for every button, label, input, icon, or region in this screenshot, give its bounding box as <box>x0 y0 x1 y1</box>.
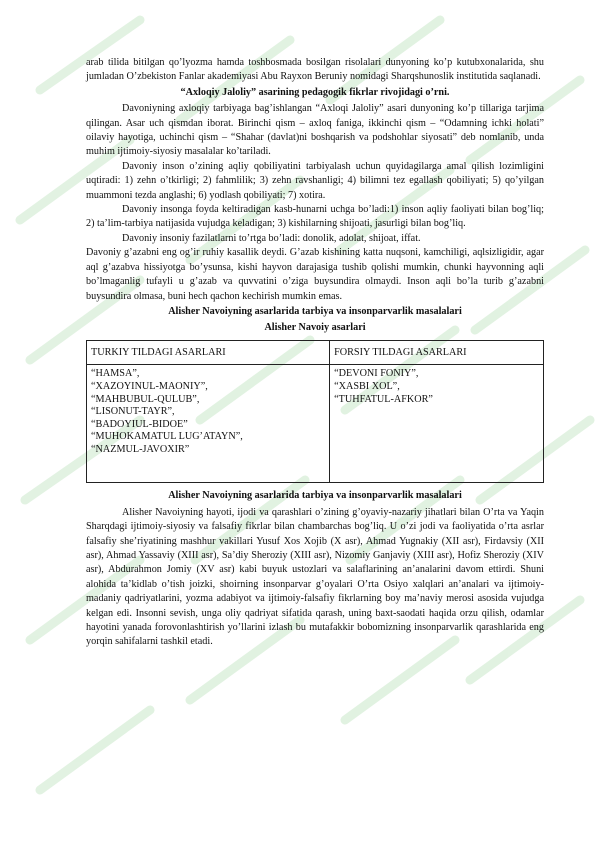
work-item: “HAMSA”, <box>91 368 140 380</box>
table-caption: Alisher Navoiy asarlari <box>264 322 366 334</box>
work-item: “BADOYIUL-BIDOE” <box>91 418 188 430</box>
paragraph-intro: arab tilida bitilgan qo’lyozma hamda toshbosmada bosilgan risolalari dunyoning ko’p kutubxonalarida, shu jumladan O’zbekiston Fanlar akademiyasi Abu Rayxon Beruniy nomidagi Sharqshunoslik institutida saqlanadi. <box>86 57 544 83</box>
work-item: “XAZOYINUL-MAONIY”, <box>91 380 208 392</box>
paragraph-kasb-hunar: Davoniy insonga foyda keltiradigan kasb-hunarni uchga bo’ladi:1) inson aqliy faoliyati bilan bog’liq; 2) ta’lim-tarbiya natijasida vujudga keladigan; 3) kishilarning shijoati, jasurligi bilan bog’liq. <box>86 204 544 230</box>
table-header-forsiy: FORSIY TILDAGI ASARLARI <box>330 340 544 365</box>
paragraph-aqliy-qobiliyat: Davoniy inson o’zining aqliy qobiliyatini tarbiyalash uchun quyidagilarga amal qilish lozimligini uqtiradi: 1) zehn o’tkirligi; 2) fahmlilik; 3) zehn ravshanligi; 4) bilimni tez egallash qobiliyati; 5) qo’yilgan muammoni tezda anglashi; 6) yodlash qobiliyati; 7) xotira. <box>86 160 544 201</box>
work-item: “XASBI XOL”, <box>334 380 400 392</box>
work-item: “TUHFATUL-AFKOR” <box>334 393 433 405</box>
section-heading-navoiy: Alisher Navoiyning asarlarida tarbiya va insonparvarlik masalalari <box>168 305 462 317</box>
paragraph-navoiy-insonparvarlik: Alisher Navoiyning hayoti, ijodi va qarashlari o’zining g’oyaviy-nazariy jihatlari bilan O’rta va Yaqin Sharqdagi ijtimoiy-siyosiy va falsafiy fikrlar bilan chambarchas bog’liq. U o’zi jodi va faoliyatida o’rta asrlar falsafiy she’riyatining mashhur vakillari Yusuf Xos Xojib (X asr), Ahmad Yugnakiy (XII asr), Firdavsiy (XII asr), Ahmad Yassaviy (XIII asr), Sa’diy Sheroziy (XIII asr), Nizomiy Ganjaviy (XIII asr), Hofiz Sheroziy (XIV asr), Abdurahmon Jomiy (XV asr) kabi buyuk ustozlari va salaflarining an’analarini davom ettirdi. Shuni alohida ta’kidlab o’tish joizki, shoirning insonparvar g’oyalari O’rta Osiyo xalqlari an’analari va ijtimoiy-madaniy qadriyatlarini, yozma adabiyot va ijtimoiy-falsafiy fikrlarning boy ma’naviy merosi asosida vujudga kelgan edi. Insonni sevish, unga oliy qadriyat sifatida qarash, uning baxt-saodati haqida orzu qilish, odamlar hayotini yanada forovonlashtirish yo’llarini izlash bu mutafakkir bobomizning insonparvarlik qarashlarida eng yorqin sahifalarni tashkil etadi. <box>86 506 544 648</box>
paragraph-asar-tarkibi: Davoniyning axloqiy tarbiyaga bag’ishlangan “Axloqi Jaloliy” asari dunyoning ko’p tillariga tarjima qilingan. Asar uch qismdan iborat. Birinchi qism – axloq faniga, ikkinchi qism – “Odamning ichki holati” oilaviy hayotiga, uchinchi qism – “Shahar (davlat)ni boshqarish va podshohlar siyosati” deb nomlanib, unda muhim ijtimoiy-siyosiy masalalar ko’tariladi. <box>86 103 544 158</box>
turkiy-works-cell <box>87 365 330 483</box>
paragraph-gazab: Davoniy g’azabni eng og’ir ruhiy kasallik deydi. G’azab kishining katta nuqsoni, kamchiligi, aqlsizligidir, agar aql g’azabva hissiyotga bo’ysunsa, kishi hayvon darajasiga tushib qolishi mumkin, chunki hayvonning aqli bo’lmaganlig tufayli u g’azab va quvvatini o’ziga buysundira olmaydi. Inson aqli bo’la turib g’azabni buysundira olmasa, buni hech qachon kechirish mumkin emas. <box>86 247 544 302</box>
table-header-turkiy: TURKIY TILDAGI ASARLARI <box>87 340 330 365</box>
work-item: “LISONUT-TAYR”, <box>91 406 175 418</box>
work-item: “MAHBUBUL-QULUB”, <box>91 393 200 405</box>
section-heading-navoiy-repeat: Alisher Navoiyning asarlarida tarbiya va insonparvarlik masalalari <box>168 490 462 502</box>
section-heading-axloqiy-jaloliy: “Axloqiy Jaloliy” asarining pedagogik fikrlar rivojidagi o’rni. <box>180 86 450 98</box>
navoiy-works-table <box>86 340 544 484</box>
work-item: “DEVONI FONIY”, <box>334 368 419 380</box>
work-item: “NAZMUL-JAVOXIR” <box>91 443 190 455</box>
forsiy-works-cell <box>330 365 544 483</box>
paragraph-fazilatlar: Davoniy insoniy fazilatlarni to’rtga bo’ladi: donolik, adolat, shijoat, iffat. <box>122 232 421 244</box>
work-item: “MUHOKAMATUL LUG’ATAYN”, <box>91 431 243 443</box>
